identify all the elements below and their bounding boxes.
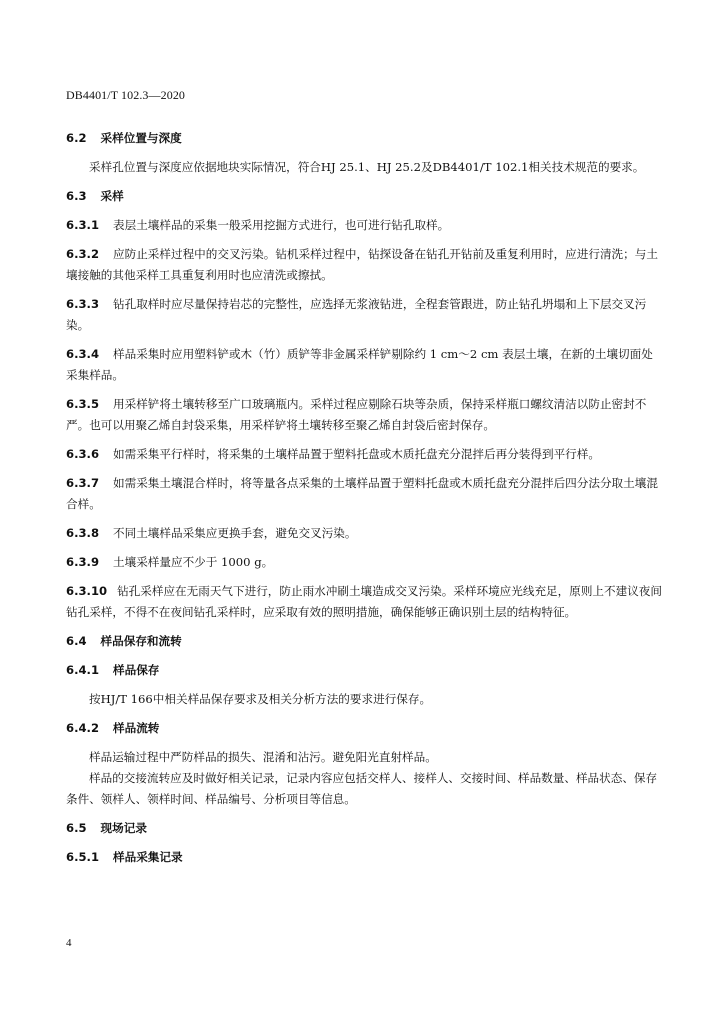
section-6-4-heading <box>66 631 664 652</box>
clause-title: 样品保存 <box>113 663 160 677</box>
clause-6-3-5 <box>66 394 664 436</box>
clause-number: 6.3.3 <box>66 297 100 311</box>
clause-6-4-1-text: 按HJ/T 166中相关样品保存要求及相关分析方法的要求进行保存。 <box>89 692 432 706</box>
clause-6-3-4 <box>66 344 664 386</box>
clause-text: 钻孔采样应在无雨天气下进行，防止雨水冲刷土壤造成交叉污染。采样环境应光线充足，原则上不建议夜间钻孔采样，不得不在夜间钻孔采样时，应采取有效的照明措施，确保能够正确识别土层的结构特征。 <box>66 584 662 619</box>
clause-title: 样品流转 <box>113 721 160 735</box>
clause-6-4-2-heading <box>66 718 664 739</box>
clause-6-5-1-heading <box>66 847 664 868</box>
clause-number: 6.3.2 <box>66 247 100 261</box>
clause-number: 6.3.1 <box>66 218 100 232</box>
clause-text: 如需采集土壤混合样时，将等量各点采集的土壤样品置于塑料托盘或木质托盘充分混拌后四分法分取土壤混合样。 <box>66 476 658 511</box>
clause-text: 如需采集平行样时，将采集的土壤样品置于塑料托盘或木质托盘充分混拌后再分装得到平行样。 <box>113 447 600 461</box>
section-number: 6.4 <box>66 634 87 648</box>
clause-number: 6.3.6 <box>66 447 100 461</box>
section-title: 采样位置与深度 <box>100 131 182 145</box>
section-6-2-text: 采样孔位置与深度应依据地块实际情况，符合HJ 25.1、HJ 25.2及DB4401/T 102.1相关技术规范的要求。 <box>89 160 645 174</box>
clause-6-3-7 <box>66 473 664 515</box>
clause-text: 钻孔取样时应尽量保持岩芯的完整性，应选择无浆液钻进，全程套管跟进，防止钻孔坍塌和上下层交叉污染。 <box>66 297 647 332</box>
clause-number: 6.5.1 <box>66 850 100 864</box>
clause-text: 不同土壤样品采集应更换手套，避免交叉污染。 <box>113 526 357 540</box>
clause-text: 用采样铲将土壤转移至广口玻璃瓶内。采样过程应剔除石块等杂质，保持采样瓶口螺纹清洁以防止密封不严。也可以用聚乙烯自封袋采集，用采样铲将土壤转移至聚乙烯自封袋后密封保存。 <box>66 397 647 432</box>
section-6-2-heading <box>66 128 664 149</box>
section-title: 样品保存和流转 <box>100 634 182 648</box>
section-title: 采样 <box>100 189 124 203</box>
section-title: 现场记录 <box>100 821 147 835</box>
clause-6-3-9 <box>66 552 664 573</box>
document-body <box>66 128 664 876</box>
section-number: 6.3 <box>66 189 87 203</box>
clause-number: 6.3.8 <box>66 526 100 540</box>
clause-number: 6.3.10 <box>66 584 108 598</box>
section-number: 6.2 <box>66 131 87 145</box>
clause-number: 6.3.7 <box>66 476 100 490</box>
clause-6-3-2 <box>66 244 664 286</box>
section-number: 6.5 <box>66 821 87 835</box>
document-code-header: DB4401/T 102.3—2020 <box>66 88 186 102</box>
clause-6-4-2-text-1: 样品运输过程中严防样品的损失、混淆和沾污。避免阳光直射样品。 <box>89 750 437 764</box>
clause-6-4-1-heading <box>66 660 664 681</box>
clause-6-3-8 <box>66 523 664 544</box>
page-number: 4 <box>66 937 72 949</box>
clause-number: 6.3.4 <box>66 347 100 361</box>
clause-number: 6.4.2 <box>66 721 100 735</box>
section-6-5-heading <box>66 818 664 839</box>
clause-number: 6.3.9 <box>66 555 100 569</box>
clause-number: 6.3.5 <box>66 397 100 411</box>
clause-text: 土壤采样量应不少于 1000 g。 <box>113 555 274 569</box>
clause-6-4-2-text-2: 样品的交接流转应及时做好相关记录，记录内容应包括交样人、接样人、交接时间、样品数量、样品状态、保存条件、领样人、领样时间、样品编号、分析项目等信息。 <box>66 771 658 806</box>
section-6-3-heading <box>66 186 664 207</box>
clause-6-3-3 <box>66 294 664 336</box>
clause-text: 表层土壤样品的采集一般采用挖掘方式进行，也可进行钻孔取样。 <box>113 218 450 232</box>
clause-6-3-6 <box>66 444 664 465</box>
clause-title: 样品采集记录 <box>113 850 183 864</box>
clause-text: 样品采集时应用塑料铲或木（竹）质铲等非金属采样铲剔除约 1 cm～2 cm 表层土壤，在新的土壤切面处采集样品。 <box>66 347 653 382</box>
clause-6-3-10 <box>66 581 664 623</box>
clause-number: 6.4.1 <box>66 663 100 677</box>
clause-6-3-1 <box>66 215 664 236</box>
clause-text: 应防止采样过程中的交叉污染。钻机采样过程中，钻探设备在钻孔开钻前及重复利用时，应进行清洗；与土壤接触的其他采样工具重复利用时也应清洗或擦拭。 <box>66 247 658 282</box>
